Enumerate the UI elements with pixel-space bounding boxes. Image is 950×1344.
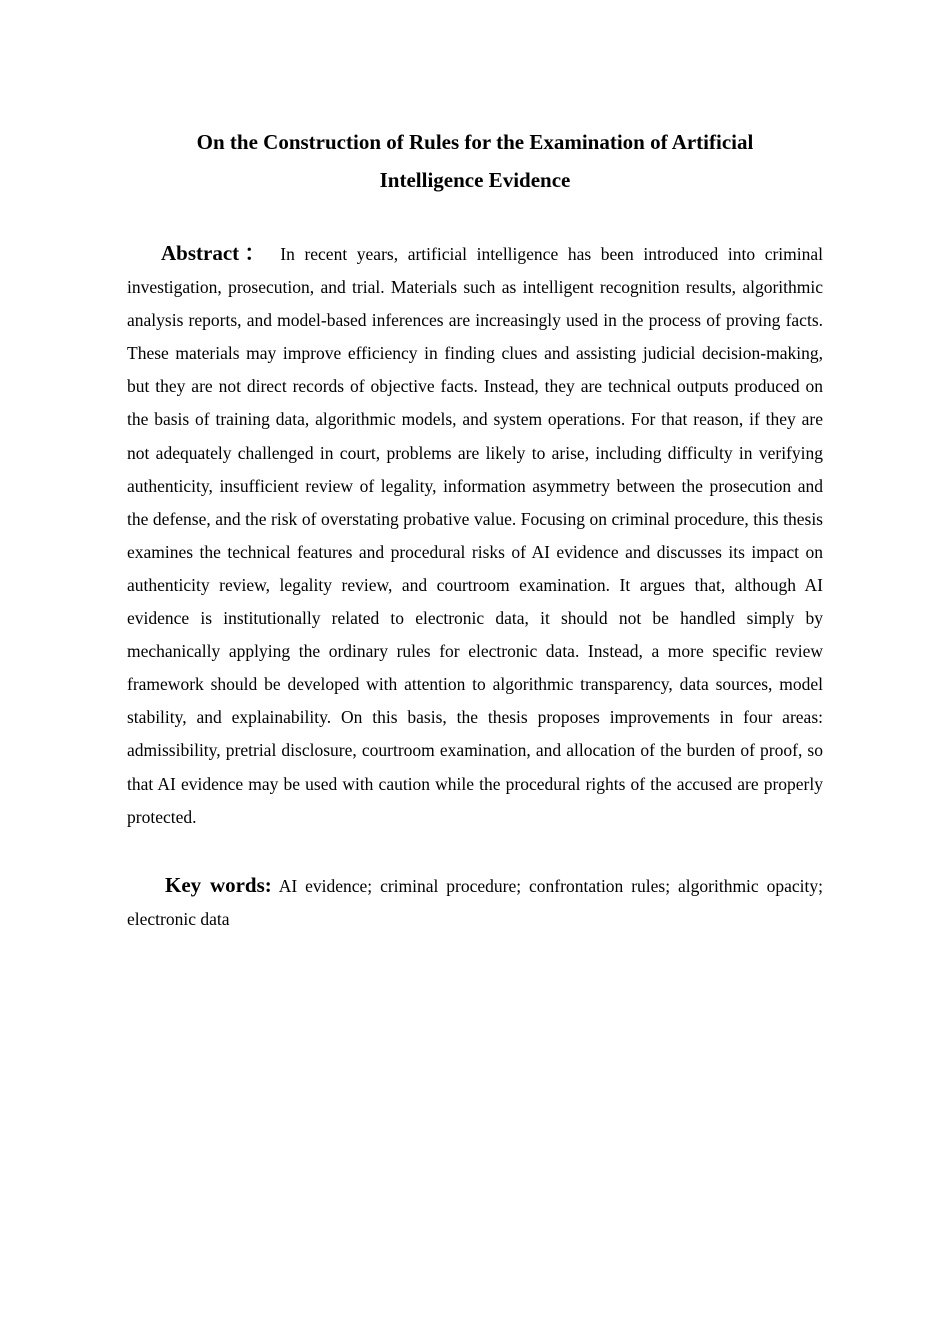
title-line-1: On the Construction of Rules for the Examination of Artificial: [196, 130, 754, 154]
abstract-label: Abstract：: [161, 241, 271, 265]
abstract-paragraph: [127, 237, 823, 834]
keywords-text: AI evidence; criminal procedure; confrontation rules; algorithmic opacity; electronic data: [127, 876, 823, 930]
keywords-label: Key words:: [165, 873, 272, 897]
page-title: [127, 123, 823, 199]
abstract-text: In recent years, artificial intelligence has been introduced into criminal investigation, prosecution, and trial. Materials such as intelligent recognition results, algorithmic analysis reports, and model-based inferences are increasingly used in the process of proving facts. These materials may improve efficiency in finding clues and assisting judicial decision-making, but they are not direct records of objective facts. Instead, they are technical outputs produced on the basis of training data, algorithmic models, and system operations. For that reason, if they are not adequately challenged in court, problems are likely to arise, including difficulty in verifying authenticity, insufficient review of legality, information asymmetry between the prosecution and the defense, and the risk of overstating probative value. Focusing on criminal procedure, this thesis examines the technical features and procedural risks of AI evidence and discusses its impact on authenticity review, legality review, and courtroom examination. It argues that, although AI evidence is institutionally related to electronic data, it should not be handled simply by mechanically applying the ordinary rules for electronic data. Instead, a more specific review framework should be developed with attention to algorithmic transparency, data sources, model stability, and explainability. On this basis, the thesis proposes improvements in four areas: admissibility, pretrial disclosure, courtroom examination, and allocation of the burden of proof, so that AI evidence may be used with caution while the procedural rights of the accused are properly protected.: [127, 244, 824, 827]
keywords-paragraph: [127, 869, 823, 936]
title-line-2: Intelligence Evidence: [379, 168, 571, 192]
